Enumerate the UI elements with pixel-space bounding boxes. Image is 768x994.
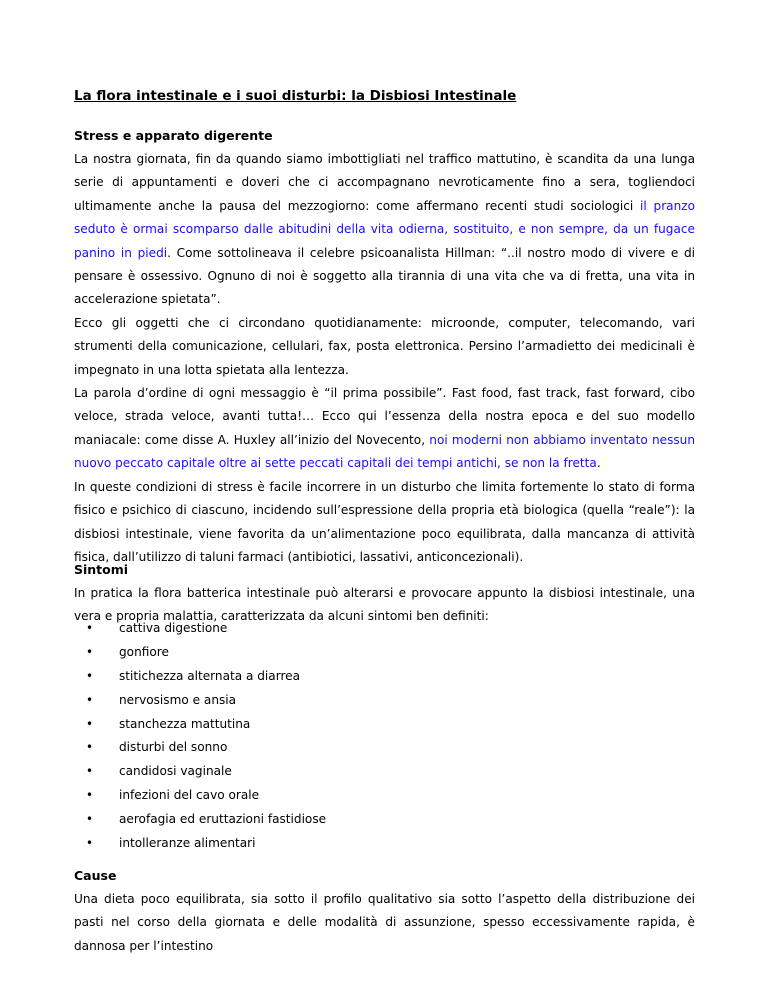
symptom-text: gonfiore — [119, 644, 169, 659]
symptom-text: nervosismo e ansia — [119, 692, 237, 707]
symptom-text: aerofagia ed eruttazioni fastidiose — [119, 812, 327, 827]
bullet-icon: • — [86, 812, 94, 827]
paragraph-stress-2: Ecco gli oggetti che ci circondano quotidianamente: microonde, computer, telecomando, vari strumenti della comunicazione, cellulari, fax, posta elettronica. Persino l’armadietto dei medicinali è impegnato in una lotta spietata alla lentezza. — [74, 316, 695, 377]
bullet-icon: • — [86, 692, 94, 707]
list-item — [74, 689, 695, 713]
symptom-text: stitichezza alternata a diarrea — [119, 668, 301, 683]
symptom-list — [74, 617, 695, 856]
paragraph-text: La nostra giornata, fin da quando siamo imbottigliati nel traffico mattutino, è scandita da una lunga serie di appuntamenti e doveri che ci accompagnano nevroticamente fino a sera, togliendoci ultimamente anche la pausa del mezzogiorno: come affermano recenti studi sociologici — [74, 152, 695, 213]
paragraph-cause-1: Una dieta poco equilibrata, sia sotto il profilo qualitativo sia sotto l’aspetto della distribuzione dei pasti nel corso della giornata e delle modalità di assunzione, spesso eccessivamente rapida, è dannosa per l’intestino — [74, 892, 695, 953]
symptom-text: stanchezza mattutina — [119, 716, 251, 731]
paragraph-text: La parola d’ordine di ogni messaggio è “il prima possibile”. Fast food, fast track, fast forward, cibo veloce, strada veloce, avanti tutta!… Ecco qui l’essenza della nostra epoca e del suo modello maniacale: come disse A. Huxley all’inizio del Novecento, — [74, 386, 695, 447]
symptom-text: intolleranze alimentari — [119, 836, 256, 851]
document-title: La flora intestinale e i suoi disturbi: la Disbiosi Intestinale — [74, 88, 517, 104]
list-item — [74, 832, 695, 856]
paragraph-stress-3 — [74, 382, 695, 476]
list-item — [74, 808, 695, 832]
symptom-text: disturbi del sonno — [119, 740, 228, 755]
bullet-icon: • — [86, 788, 94, 803]
highlighted-text: il pranzo seduto è ormai scomparso dalle abitudini della vita odierna, sostituito, e non sempre, da un fugace panino in piedi — [74, 198, 695, 260]
list-item — [74, 784, 695, 808]
list-item — [74, 617, 695, 641]
bullet-icon: • — [86, 836, 94, 851]
paragraph-text: . — [596, 456, 601, 471]
symptom-text: infezioni del cavo orale — [119, 788, 260, 803]
list-item — [74, 665, 695, 689]
bullet-icon: • — [86, 764, 94, 779]
list-item — [74, 736, 695, 760]
section-heading-cause: Cause — [74, 868, 117, 883]
symptom-text: candidosi vaginale — [119, 764, 232, 779]
section-heading-stress: Stress e apparato digerente — [74, 128, 273, 143]
section-heading-sintomi: Sintomi — [74, 562, 129, 577]
symptom-text: cattiva digestione — [119, 621, 228, 635]
paragraph-stress-4: In queste condizioni di stress è facile incorrere in un disturbo che limita fortemente lo stato di forma fisico e psichico di ciascuno, incidendo sull’espressione della propria età biologica (quella “reale”): la disbiosi intestinale, viene favorita da un’alimentazione poco equilibrata, dalla mancanza di attività fisica, dall’utilizzo di taluni farmaci (antibiotici, lassativi, anticoncezionali). — [74, 480, 695, 565]
list-item — [74, 713, 695, 737]
bullet-icon: • — [86, 716, 94, 731]
bullet-icon: • — [86, 644, 94, 659]
bullet-icon: • — [86, 668, 94, 683]
highlighted-text: noi moderni non abbiamo inventato nessun nuovo peccato capitale oltre ai sette peccati capitali dei tempi antichi, se non la fretta — [74, 432, 696, 471]
bullet-icon: • — [86, 621, 94, 635]
bullet-icon: • — [86, 740, 94, 755]
list-item — [74, 641, 695, 665]
paragraph-sintomi-intro: In pratica la flora batterica intestinale può alterarsi e provocare appunto la disbiosi intestinale, una vera e propria malattia, caratterizzata da alcuni sintomi ben definiti: — [74, 586, 695, 624]
paragraph-text: . Come sottolineava il celebre psicoanalista Hillman: “..il nostro modo di vivere e di pensare è ossessivo. Ognuno di noi è soggetto alla tirannia di una vita che va di fretta, una vita in accelerazione spietata”. — [74, 245, 696, 307]
list-item — [74, 760, 695, 784]
paragraph-stress-1 — [74, 148, 695, 312]
